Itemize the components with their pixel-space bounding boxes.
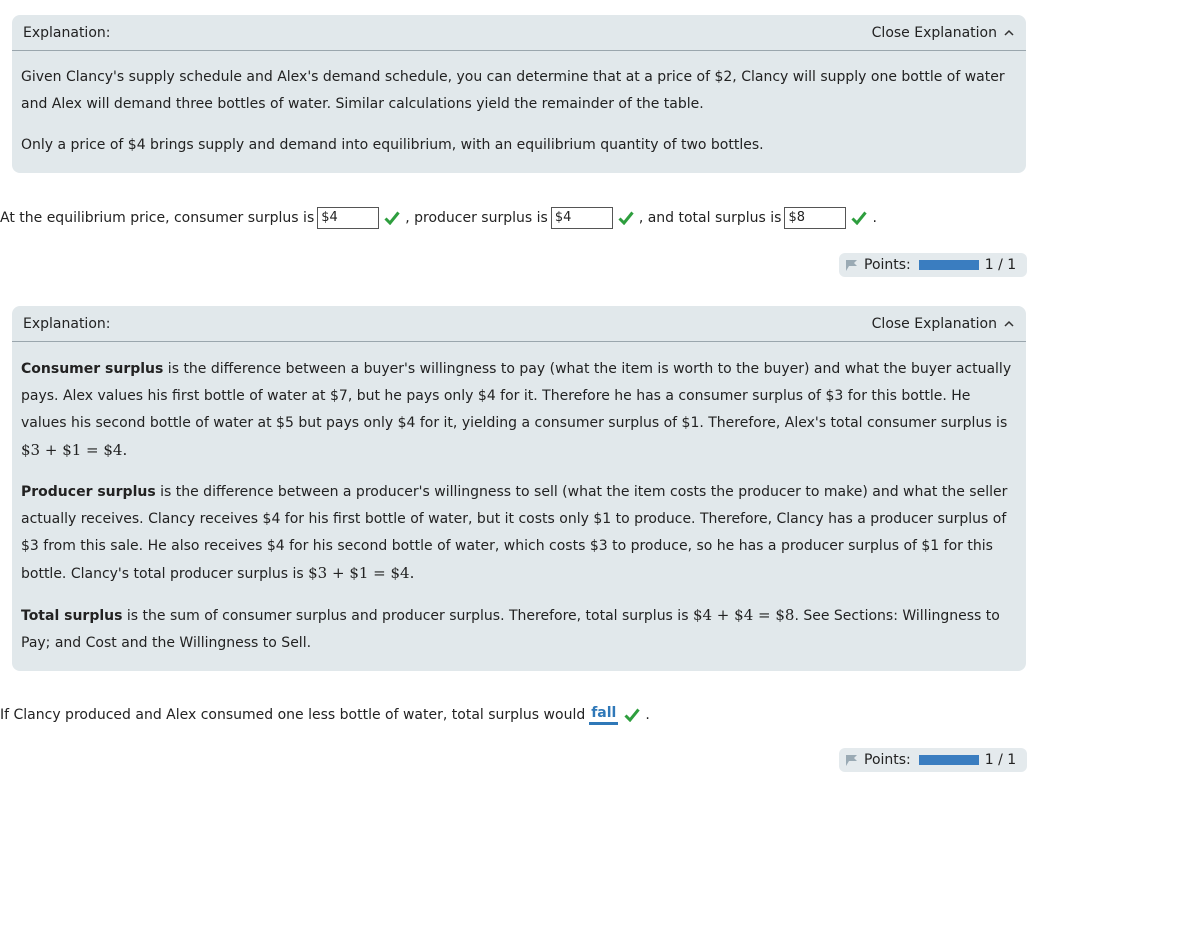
question-text: At the equilibrium price, consumer surplus is [0,210,315,226]
consumer-surplus-paragraph [21,356,1017,465]
explanation-title: Explanation: [23,24,111,41]
close-explanation-button[interactable] [872,25,1015,41]
consumer-surplus-math: $3 + $1 = $4. [21,441,128,459]
points-score: 1 / 1 [984,752,1017,768]
total-surplus-paragraph [21,602,1017,657]
points-label: Points: [864,257,911,273]
points-progress-fill [919,260,979,270]
explanation-body [12,51,1026,173]
explanation-paragraph: Only a price of $4 brings supply and demand into equilibrium, with an equilibrium quantity of two bottles. [21,137,764,153]
chevron-up-icon [1003,319,1015,329]
consumer-surplus-text: is the difference between a buyer's willingness to pay (what the item is worth to the buyer) and what the buyer actually pays. Alex values his first bottle of water at $7, but he pays only $4 for it. Therefore he has a consumer surplus of $3 for this bottle. He values his second bottle of water at $5 but pays only $4 for it, yielding a consumer surplus of $1. Therefore, Alex's total consumer surplus is [21,361,1012,431]
chevron-up-icon [1003,28,1015,38]
close-explanation-button[interactable] [872,316,1015,332]
points-indicator[interactable] [839,748,1027,772]
question-text: , and total surplus is [638,210,782,226]
points-flag-icon [845,258,859,272]
explanation-header [12,15,1026,51]
producer-surplus-text: is the difference between a producer's willingness to sell (what the item costs the producer to make) and what the seller actually receives. Clancy receives $4 for his first bottle of water, but it costs only $1 to produce. Therefore, Clancy has a producer surplus of $3 from this sale. He also receives $4 for his second bottle of water, which costs $3 to produce, so he has a producer surplus of $1 for this bottle. Clancy's total producer surplus is [21,484,1008,582]
total-surplus-dropdown[interactable]: fall [589,704,618,725]
consumer-surplus-term: Consumer surplus [21,361,164,377]
explanation-header [12,306,1026,342]
checkmark-icon [851,211,867,225]
checkmark-icon [618,211,634,225]
producer-surplus-term: Producer surplus [21,484,156,500]
total-surplus-term: Total surplus [21,608,123,624]
explanation-paragraph: Given Clancy's supply schedule and Alex's demand schedule, you can determine that at a price of $2, Clancy will supply one bottle of water and Alex will demand three bottles of water. Similar calculations yield the remainder of the table. [21,69,1005,112]
points-progress-fill [919,755,979,765]
points-score: 1 / 1 [984,257,1017,273]
total-surplus-text: is the sum of consumer surplus and producer surplus. Therefore, total surplus is [122,608,693,624]
question-text: , producer surplus is [405,210,548,226]
producer-surplus-input[interactable]: $4 [551,207,613,229]
producer-surplus-paragraph [21,479,1017,588]
surplus-question [0,207,877,229]
surplus-change-question [0,704,650,725]
question-period: . [872,210,877,226]
points-flag-icon [845,753,859,767]
explanation-body [12,342,1026,671]
consumer-surplus-input[interactable]: $4 [317,207,379,229]
explanation-title: Explanation: [23,315,111,332]
checkmark-icon [384,211,400,225]
close-explanation-label: Close Explanation [871,24,997,41]
points-progress-bar [919,755,979,765]
checkmark-icon [624,708,640,722]
total-surplus-input[interactable]: $8 [784,207,846,229]
explanation-panel-2 [12,306,1026,671]
producer-surplus-math: $3 + $1 = $4. [308,564,415,582]
total-surplus-math: $4 + $4 = $8 [692,606,795,624]
points-label: Points: [864,752,911,768]
close-explanation-label: Close Explanation [871,315,997,332]
question-text: If Clancy produced and Alex consumed one less bottle of water, total surplus would [0,706,586,723]
question-period: . [645,706,650,723]
points-progress-bar [919,260,979,270]
total-surplus-sections-text: . See Sections: Willingness to Pay; and Cost and the Willingness to Sell. [21,608,1000,651]
explanation-panel-1 [12,15,1026,173]
points-indicator[interactable] [839,253,1027,277]
